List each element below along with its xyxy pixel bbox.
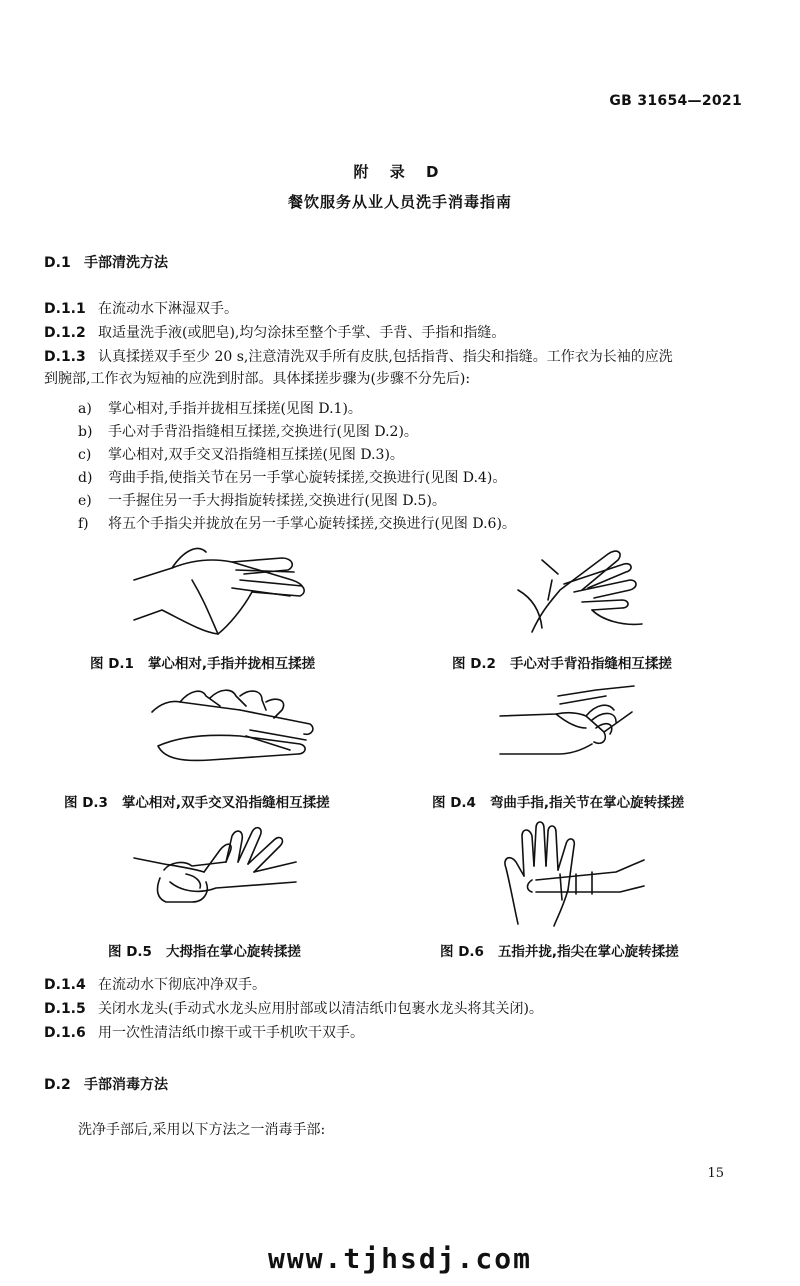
figure-label: 图 D.3 [64, 795, 108, 811]
step-mark: c) [78, 447, 92, 463]
clause-number: D.1.3 [44, 349, 86, 365]
hands-thumb-rotation-illustration [130, 822, 300, 908]
clause-text: 在流动水下彻底冲净双手。 [98, 977, 266, 993]
figure-label: 图 D.2 [452, 656, 496, 672]
section-title: 手部清洗方法 [84, 255, 168, 271]
appendix-title: 附 录 D [353, 163, 447, 181]
figure-caption-d2 [452, 652, 672, 672]
section-heading-d1 [44, 252, 168, 272]
figure-caption-text: 掌心相对,手指并拢相互揉搓 [147, 656, 316, 672]
section-number: D.1 [44, 255, 71, 271]
clause-d-1-1 [44, 298, 238, 320]
step-f [78, 513, 516, 535]
step-mark: f) [78, 516, 89, 532]
clause-text: 关闭水龙头(手动式水龙头应用肘部或以清洁纸巾包裹水龙头将其关闭)。 [98, 1001, 543, 1017]
step-text: 将五个手指尖并拢放在另一手掌心旋转揉搓,交换进行(见图 D.6)。 [108, 516, 516, 532]
hands-fingertips-in-palm-illustration [496, 820, 648, 928]
figure-caption-text: 手心对手背沿指缝相互揉搓 [509, 656, 672, 672]
section-heading-d2 [44, 1074, 168, 1094]
hands-knuckles-in-palm-illustration [496, 682, 636, 766]
figure-caption-text: 五指并拢,指尖在掌心旋转揉搓 [497, 944, 679, 960]
step-mark: e) [78, 493, 92, 509]
clause-text: 在流动水下淋湿双手。 [98, 301, 238, 317]
step-text: 手心对手背沿指缝相互揉搓,交换进行(见图 D.2)。 [108, 424, 418, 440]
standard-number: GB 31654—2021 [609, 93, 742, 109]
clause-d-1-6 [44, 1022, 364, 1044]
figure-label: 图 D.4 [432, 795, 476, 811]
clause-number: D.1.6 [44, 1025, 86, 1041]
section-number: D.2 [44, 1077, 71, 1093]
clause-number: D.1.2 [44, 325, 86, 341]
clause-text-line1: 认真揉搓双手至少 20 s,注意清洗双手所有皮肤,包括指背、指尖和指缝。工作衣为长袖的应洗 [98, 349, 673, 365]
step-b [78, 421, 418, 443]
step-mark: d) [78, 470, 93, 486]
step-text: 掌心相对,手指并拢相互揉搓(见图 D.1)。 [108, 401, 362, 417]
step-e [78, 490, 446, 512]
figure-caption-d4 [432, 791, 684, 811]
step-mark: a) [78, 401, 92, 417]
figure-caption-text: 掌心相对,双手交叉沿指缝相互揉搓 [121, 795, 330, 811]
clause-text: 取适量洗手液(或肥皂),均匀涂抹至整个手掌、手背、手指和指缝。 [98, 325, 506, 341]
d2-intro-text: 洗净手部后,采用以下方法之一消毒手部: [78, 1122, 326, 1138]
figure-label: 图 D.1 [90, 656, 134, 672]
hands-palm-to-palm-illustration [132, 540, 312, 636]
step-c [78, 444, 404, 466]
step-text: 一手握住另一手大拇指旋转揉搓,交换进行(见图 D.5)。 [108, 493, 446, 509]
section-title: 手部消毒方法 [84, 1077, 168, 1093]
step-text: 弯曲手指,使指关节在另一手掌心旋转揉搓,交换进行(见图 D.4)。 [108, 470, 507, 486]
figure-label: 图 D.5 [108, 944, 152, 960]
clause-number: D.1.5 [44, 1001, 86, 1017]
clause-d-1-3 [44, 346, 764, 390]
figure-caption-d6 [440, 940, 679, 960]
step-mark: b) [78, 424, 93, 440]
hands-palm-over-back-illustration [512, 540, 652, 636]
page-number: 15 [707, 1166, 724, 1181]
figure-caption-text: 弯曲手指,指关节在掌心旋转揉搓 [489, 795, 685, 811]
clause-number: D.1.4 [44, 977, 86, 993]
clause-d-1-5 [44, 998, 543, 1020]
footer-url-watermark: www.tjhsdj.com [267, 1242, 532, 1275]
figure-caption-d5 [108, 940, 301, 960]
clause-text: 用一次性清洁纸巾擦干或干手机吹干双手。 [98, 1025, 364, 1041]
figure-caption-d1 [90, 652, 315, 672]
hands-fingers-interlaced-illustration [150, 684, 318, 764]
clause-d-1-4 [44, 974, 266, 996]
clause-number: D.1.1 [44, 301, 86, 317]
clause-text-line2: 到腕部,工作衣为短袖的应洗到肘部。具体揉搓步骤为(步骤不分先后): [44, 371, 471, 387]
figure-caption-text: 大拇指在掌心旋转揉搓 [165, 944, 301, 960]
figure-label: 图 D.6 [440, 944, 484, 960]
step-text: 掌心相对,双手交叉沿指缝相互揉搓(见图 D.3)。 [108, 447, 404, 463]
step-d [78, 467, 506, 489]
step-a [78, 398, 362, 420]
clause-d-1-2 [44, 322, 505, 344]
appendix-subtitle: 餐饮服务从业人员洗手消毒指南 [287, 193, 512, 211]
figure-caption-d3 [64, 791, 330, 811]
